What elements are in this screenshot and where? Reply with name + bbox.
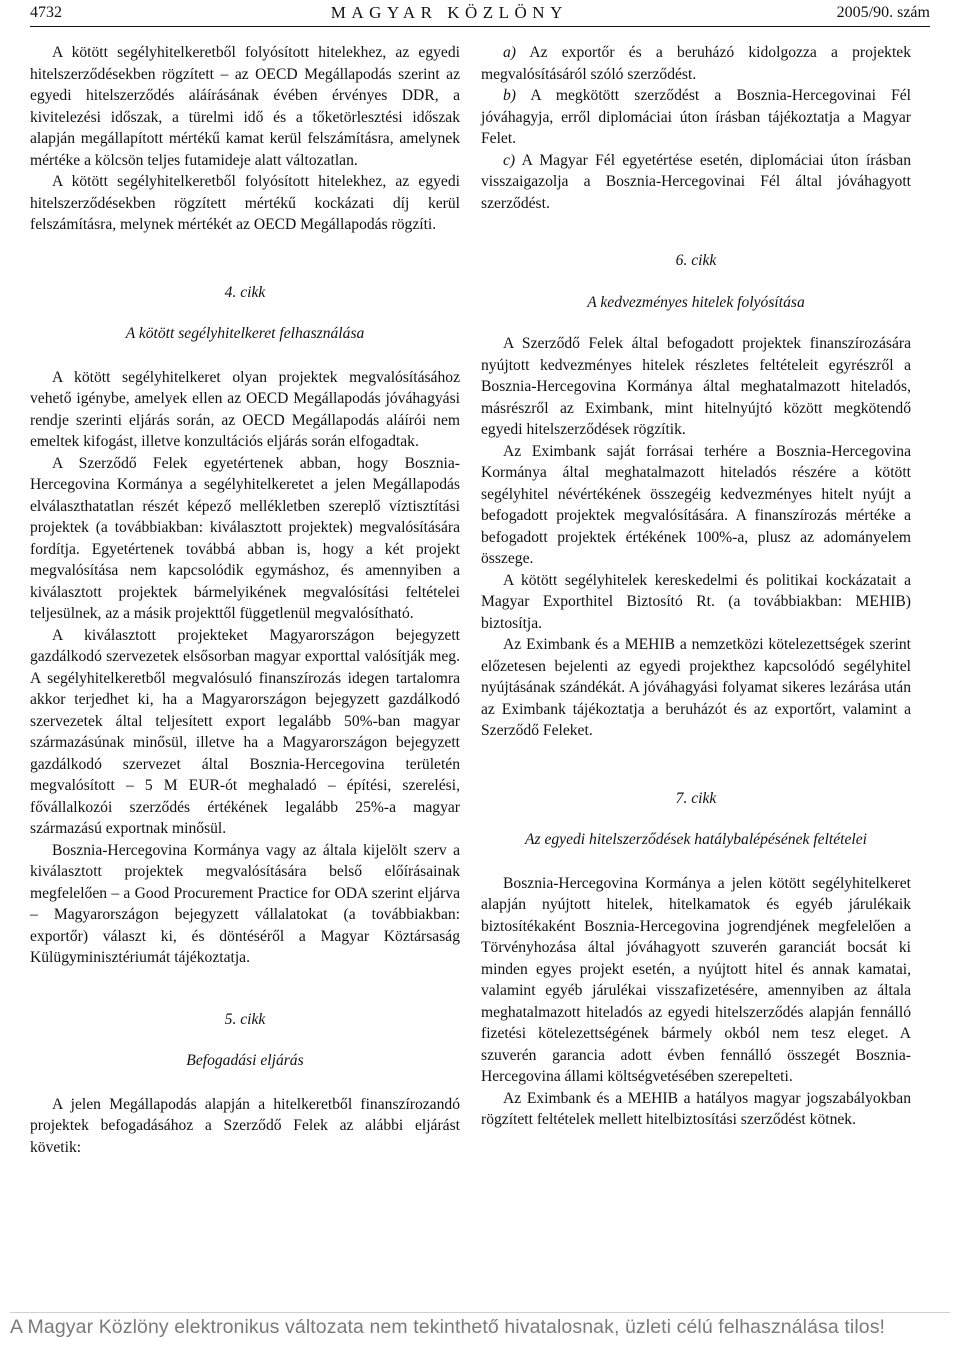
article-5-title: Befogadási eljárás (186, 1052, 304, 1069)
paragraph: Az Eximbank és a MEHIB a nemzetközi kötelezettségek szerint előzetesen bejelenti az egyedi projekthez kapcsolódó segélyhitel nyújtásának szándékát. A jóváhagyási folyamat sikeres lezárása után az Eximbank tájékoztatja a beruházót és az exportőrt, valamint a Szerződő Feleket. (481, 636, 911, 739)
list-item-b (481, 85, 911, 150)
list-text: A Magyar Fél egyetértése esetén, diplomáciai úton írásban visszaigazolja a Bosznia-Hercegovinai Fél által jóváhagyott szerződést. (481, 151, 911, 212)
article-6-title: A kedvezményes hitelek folyósítása (587, 293, 805, 311)
right-column (481, 42, 911, 1131)
paragraph: Bosznia-Hercegovina Kormánya vagy az általa kijelölt szerv a kiválasztott projektek megvalósítására belső előírásainak megfelelően – a Good Procurement Practice for ODA szerint eljárva – Magyarországon bejegyzett vállalatokat (a továbbiakban: exportőr) választ ki, és döntéséről a Magyar Köztársaság Külügyminisztériumát tájékoztatja. (30, 841, 460, 966)
footer-divider (10, 1312, 950, 1313)
left-column (30, 42, 460, 1158)
list-text: A megkötött szerződést a Bosznia-Hercegovinai Fél jóváhagyja, erről diplomáciai úton írásban tájékoztatja a Magyar Felet. (481, 87, 911, 147)
paragraph: A Szerződő Felek egyetértenek abban, hogy Bosznia-Hercegovina Kormánya a segélyhitelkeretet a jelen Megállapodás elválaszthatatlan részét képező mellékletben szereplő víztisztítási projektek (a továbbiakban: kiválasztott projektek) megvalósítására fordítja. Egyetértenek továbbá abban is, hogy a két projekt megvalósítása nem kapcsolódik egymáshoz, és amennyiben a kiválasztott projektek bármelyikének megvalósítási feltételei teljesülnek, az a másik projekttől függetlenül megvalósítható. (30, 454, 460, 622)
list-item-a (481, 42, 911, 85)
paragraph: Az Eximbank saját forrásai terhére a Bosznia-Hercegovina Kormánya által meghatalmazott hiteladós részére a kötött segélyhitel névértékének összegéig kedvezményes hitelt nyújt a befogadott projektek megvalósítására. A finanszírozás mértéke a befogadott projektek értékének 100%-a, plusz az adományelem összege. (481, 442, 911, 567)
list-label: a) (503, 44, 516, 61)
list-label: b) (503, 87, 516, 104)
paragraph: A kiválasztott projekteket Magyarországon bejegyzett gazdálkodó szervezetek elsősorban magyar exporttal valósítják meg. A segélyhitelkeretből megvalósuló finanszírozás idegen tartalomra akkor terjedhet ki, ha a Magyarországon bejegyzett gazdálkodó szervezetek által teljesített export legalább 50%-ban magyar származásúnak minősül, illetve ha a Magyarországon bejegyzett gazdálkodó szervezet által Bosznia-Hercegovina területén megvalósított – 5 M EUR-ót meghaladó – építési, szerelési, fővállalkozói szerződés értékének legalább 25%-a magyar származású exportnak minősül. (30, 626, 460, 837)
article-6-heading: 6. cikk (675, 252, 717, 269)
paragraph: Bosznia-Hercegovina Kormánya a jelen kötött segélyhitelkeret alapján nyújtott hitelek, hitelkamatok és egyéb járulékaik biztosítékaként Bosznia-Hercegovina jogrendjének megfelelően a Törvényhozása által jóváhagyott szuverén garanciát bocsát ki minden egyes projekt esetén, a nyújtott hitel és annak kamatai, valamint egyéb járulékai visszafizetésére, amennyiben az általa meghatalmazott hiteladós az egyedi hitelszerződés alapján fennálló fizetési kötelezettségének bármely okból nem tesz eleget. A szuverén garancia adott évben fennálló összegét Bosznia-Hercegovina állami költségvetésében szerepelteti. (481, 874, 911, 1085)
article-7-title: Az egyedi hitelszerződések hatálybalépésének feltételei (524, 831, 868, 848)
paragraph: A kötött segélyhitelkeretből folyósított hitelekhez, az egyedi hitelszerződésekben rögzített – az OECD Megállapodás szerint az egyedi hitelszerződés aláírásának évében érvényes DDR, a kivitelezési időszak, a türelmi idő és a tőketörlesztési időszak alapján megállapított mértékű kamat kerül felszámításra, amelynek mértéke a kölcsön teljes futamideje alatt változatlan. (30, 44, 460, 169)
footer-notice: A Magyar Közlöny elektronikus változata nem tekinthető hivatalosnak, üzleti célú felhasználása tilos! (10, 1316, 886, 1338)
article-7-heading: 7. cikk (675, 789, 717, 807)
list-label: c) (503, 151, 516, 169)
paragraph: A jelen Megállapodás alapján a hitelkeretből finanszírozandó projektek befogadásához a Szerződő Felek az alábbi eljárást követik: (30, 1095, 460, 1156)
paragraph: A kötött segélyhitelkeretből folyósított hitelekhez, az egyedi hitelszerződésekben rögzített mértékű kockázati díj kerül felszámításra, melynek mértékét az OECD Megállapodás rögzíti. (30, 173, 460, 233)
list-text: Az exportőr és a beruházó kidolgozza a projektek megvalósításáról szóló szerződést. (481, 44, 911, 83)
page-number: 4732 (30, 4, 62, 21)
article-4-title: A kötött segélyhitelkeret felhasználása (125, 325, 365, 342)
journal-title: MAGYAR KÖZLÖNY (330, 3, 568, 22)
paragraph: A kötött segélyhitelkeret olyan projektek megvalósításához vehető igénybe, amelyek ellen az OECD Megállapodás jóváhagyási rendje szerinti eljárás során, az OECD Megállapodás aláírói nem emeltek kifogást, illetve konzultációs eljárás során elfogadtak. (30, 368, 460, 450)
issue-number: 2005/90. szám (836, 4, 930, 21)
list-item-c (481, 150, 911, 215)
page-header (30, 0, 930, 27)
article-4-heading: 4. cikk (224, 283, 266, 301)
paragraph: A Szerződő Felek által befogadott projektek finanszírozására nyújtott kedvezményes hitelek részletes feltételeit egyrészről a Bosznia-Hercegovina Kormánya által meghatalmazott hiteladós, másrészről az Eximbank, mint hitelnyújtó között megkötendő egyedi hitelszerződések rögzítik. (481, 335, 911, 438)
paragraph: A kötött segélyhitelek kereskedelmi és politikai kockázatait a Magyar Exporthitel Biztosító Rt. (a továbbiakban: MEHIB) biztosítja. (481, 571, 911, 632)
paragraph: Az Eximbank és a MEHIB a hatályos magyar jogszabályokban rögzített feltételek mellett hitelbiztosítási szerződést kötnek. (481, 1089, 911, 1128)
article-5-heading: 5. cikk (224, 1010, 266, 1028)
